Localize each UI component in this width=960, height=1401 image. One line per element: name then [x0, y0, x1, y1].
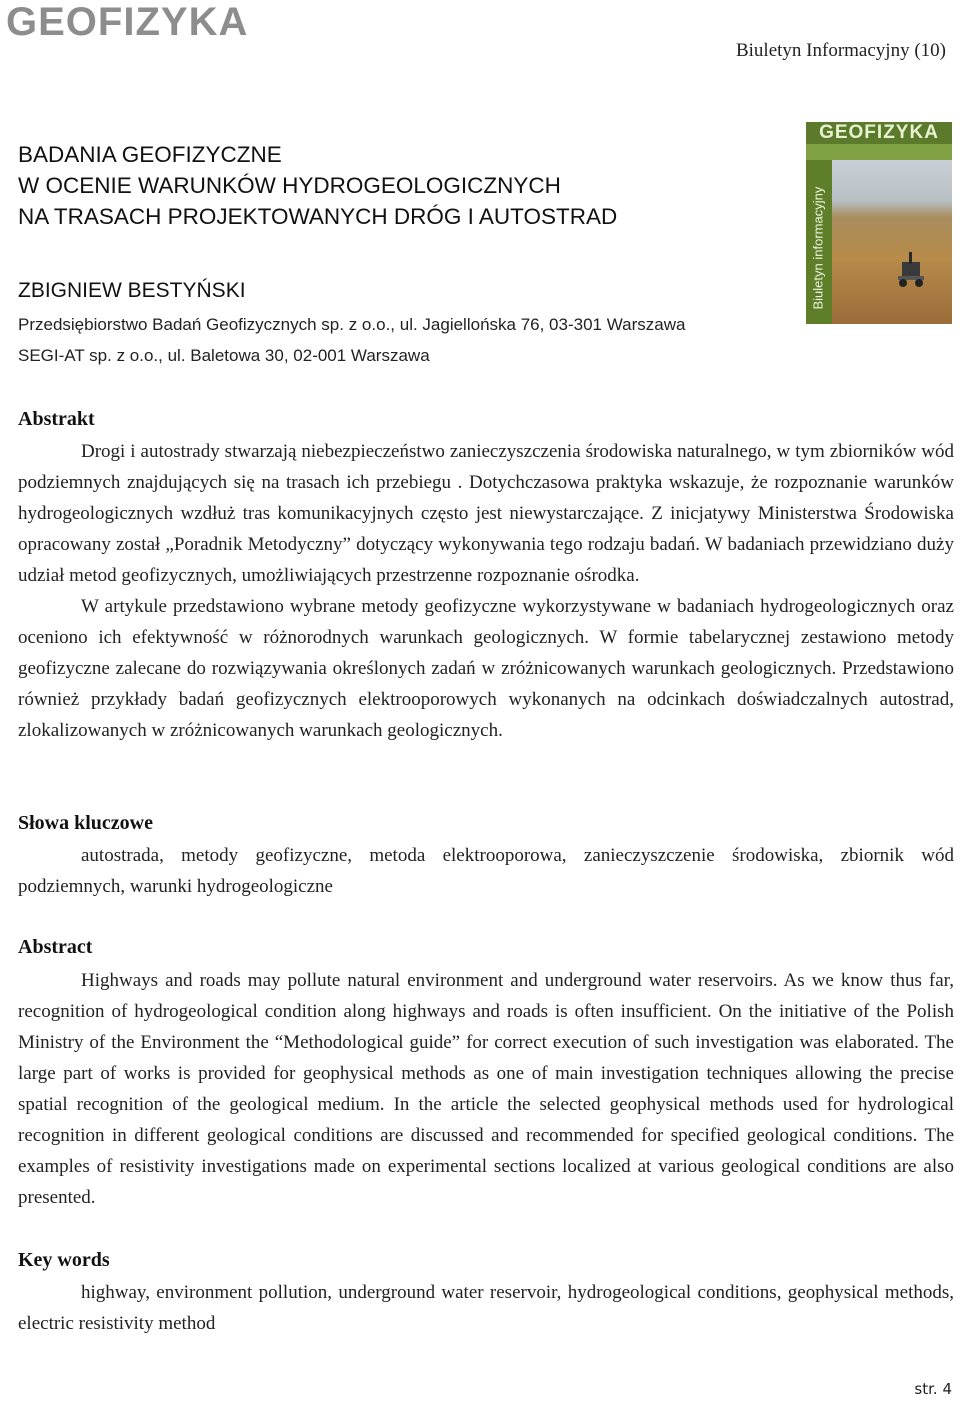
keywords-en-body: [18, 1277, 954, 1339]
cover-side-band: [806, 160, 832, 324]
keywords-pl-body: [18, 840, 954, 902]
keywords-en-text: highway, environment pollution, underground water reservoir, hydrogeological conditions, geophysical methods, electric resistivity method: [18, 1282, 954, 1334]
drilling-rig-icon: [894, 252, 928, 288]
keywords-pl-heading: Słowa kluczowe: [18, 812, 153, 834]
affiliation-1: Przedsiębiorstwo Badań Geofizycznych sp. z o.o., ul. Jagiellońska 76, 03-301 Warszawa: [18, 315, 686, 334]
author-name: ZBIGNIEW BESTYŃSKI: [18, 279, 246, 302]
abstract-body: [18, 965, 954, 1213]
abstrakt-heading: Abstrakt: [18, 408, 95, 430]
abstract-paragraph: Highways and roads may pollute natural environment and underground water reservoirs. As we know thus far, recognition of hydrogeological condition along highways and roads is often insufficient. On the initiative of the Polish Ministry of the Environment the “Methodological guide” for correct execution of such investigation was elaborated. The large part of works is provided for geophysical methods as one of main investigation techniques allowing the precise spatial recognition of the geological medium. In the article the selected geophysical methods used for hydrological recognition in different geological conditions are discussed and recommended for specified geological conditions. The examples of resistivity investigations made on experimental sections localized at various geological conditions are also presented.: [18, 970, 954, 1208]
abstract-heading: Abstract: [18, 936, 93, 958]
title-line-2: W OCENIE WARUNKÓW HYDROGEOLOGICZNYCH: [18, 173, 561, 198]
cover-photo: [832, 160, 952, 324]
article-title: [18, 139, 778, 232]
abstrakt-paragraph-2: W artykule przedstawiono wybrane metody geofizyczne wykorzystywane w badaniach hydrogeologicznych oraz oceniono ich efektywność w różnorodnych warunkach geologicznych. W formie tabelarycznej zestawiono metody geofizyczne zalecane do rozwiązywania określonych zadań w zróżnicowanych warunkach geologicznych. Przedstawiono również przykłady badań geofizycznych elektrooporowych wykonanych na odcinkach doświadczalnych autostrad, zlokalizowanych w zróżnicowanych warunkach geologicznych.: [18, 596, 954, 741]
page-number: str. 4: [914, 1380, 952, 1398]
geofizyka-logo: GEOFIZYKA: [6, 0, 249, 44]
abstrakt-paragraph-1: Drogi i autostrady stwarzają niebezpieczeństwo zanieczyszczenia środowiska naturalnego, w tym zbiorników wód podziemnych znajdujących się na trasach ich przebiegu . Dotychczasowa praktyka wskazuje, że rozpoznanie warunków hydrogeologicznych wzdłuż tras komunikacyjnych często jest niewystarczające. Z inicjatywy Ministerstwa Środowiska opracowany został „Poradnik Metodyczny” dotyczący wykonywania tego rodzaju badań. W badaniach przewidziano duży udział metod geofizycznych, umożliwiających przestrzenne rozpoznanie ośrodka.: [18, 441, 954, 586]
cover-strip: [806, 144, 952, 160]
title-line-1: BADANIA GEOFIZYCZNE: [18, 142, 282, 167]
abstrakt-body: [18, 436, 954, 746]
affiliation-2: SEGI-AT sp. z o.o., ul. Baletowa 30, 02-001 Warszawa: [18, 346, 430, 365]
cover-logo: GEOFIZYKA: [806, 122, 952, 144]
keywords-pl-text: autostrada, metody geofizyczne, metoda elektrooporowa, zanieczyszczenie środowiska, zbiornik wód podziemnych, warunki hydrogeologiczne: [18, 845, 954, 897]
title-line-3: NA TRASACH PROJEKTOWANYCH DRÓG I AUTOSTRAD: [18, 204, 618, 229]
bulletin-cover-image: [806, 122, 952, 324]
cover-side-text: Biuletyn informacyjny: [810, 186, 826, 310]
bulletin-title: Biuletyn Informacyjny (10): [735, 40, 946, 61]
keywords-en-heading: Key words: [18, 1249, 110, 1271]
